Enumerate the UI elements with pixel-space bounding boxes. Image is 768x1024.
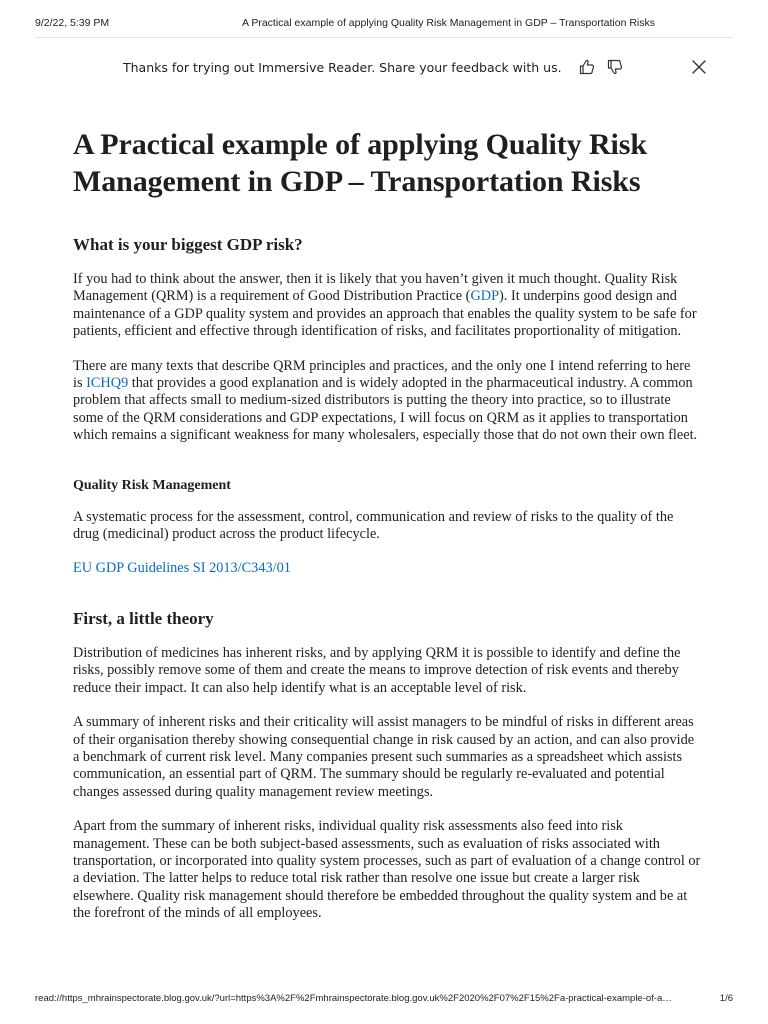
- eu-gdp-guidelines-link[interactable]: EU GDP Guidelines SI 2013/C343/01: [73, 560, 291, 577]
- paragraph-qrm-intro: [73, 271, 703, 341]
- feedback-bar: [123, 57, 626, 77]
- paragraph-theory-2: A summary of inherent risks and their criticality will assist managers to be mindful of risks in different areas of their organisation thereby showing consequential change in risk caused by an action, and can also provide a benchmark of current risk level. Many companies present such summaries as a spreadsheet which assists communication, an essential part of QRM. The summary should be regularly re-evaluated and potential changes assessed during quality management review meetings.: [73, 714, 695, 800]
- paragraph-text: There are many texts that describe QRM principles and practices, and the only one I intend referring to here is: [73, 357, 691, 392]
- paragraph-text: If you had to think about the answer, then it is likely that you haven’t given it much thought. Quality Risk Management (QRM) is a requirement of Good Distribution Practice (: [73, 271, 678, 305]
- section-heading-theory: First, a little theory: [73, 608, 214, 628]
- header-divider: [35, 37, 733, 38]
- paragraph-ichq9: [73, 358, 703, 445]
- article-title: A Practical example of applying Quality Risk Management in GDP – Transportation Risks: [73, 128, 647, 198]
- print-url: read://https_mhrainspectorate.blog.gov.uk/?url=https%3A%2F%2Fmhrainspectorate.blog.gov.uk%2F2020%2F07%2F15%2Fa-practical-example-of-a…: [35, 993, 672, 1004]
- section-heading-biggest-risk: What is your biggest GDP risk?: [73, 235, 303, 254]
- qrm-definition-heading: Quality Risk Management: [73, 477, 231, 493]
- print-footer: [35, 993, 733, 1007]
- paragraph-text: that provides a good explanation and is widely adopted in the pharmaceutical industry. A common problem that affects small to medium-sized distributors is putting the theory into practice, so to illustrate some of the QRM considerations and GDP expectations, I will focus on QRM as it applies to transportation which remains a significant weakness for many wholesalers, especially those that do not own their own fleet.: [73, 375, 698, 444]
- close-icon[interactable]: [688, 56, 710, 78]
- gdp-link[interactable]: GDP: [470, 288, 500, 305]
- feedback-message: Thanks for trying out Immersive Reader. Share your feedback with us.: [123, 59, 562, 75]
- paragraph-theory-3: Apart from the summary of inherent risks, individual quality risk assessments also feed into risk management. These can be both subject-based assessments, such as evaluation of risks associated with transportation, or incorporated into quality system processes, such as part of evaluation of a change control or a deviation. The latter helps to reduce total risk rather than resolve one issue but create a larger risk elsewhere. Quality risk management should therefore be embedded throughout the quality system and be at the forefront of the minds of all employees.: [73, 818, 701, 922]
- paragraph-theory-1: Distribution of medicines has inherent risks, and by applying QRM it is possible to identify and define the risks, possibly remove some of them and create the means to improve detection of risk events and thereby reduce their impact. It can also help identify what is an acceptable level of risk.: [73, 644, 681, 696]
- print-datetime: 9/2/22, 5:39 PM: [35, 17, 110, 29]
- paragraph-text: ). It underpins good design and maintenance of a GDP quality system and provides an approach that enables the quality system to be safe for patients, efficient and effective through identification of risks, and facilitates proportionality of mitigation.: [73, 288, 697, 340]
- print-header: [35, 17, 733, 31]
- page-number: 1/6: [719, 993, 733, 1004]
- qrm-definition-text: A systematic process for the assessment, control, communication and review of risks to the quality of the drug (medicinal) product across the product lifecycle.: [73, 508, 674, 543]
- thumbs-up-icon[interactable]: [576, 57, 598, 77]
- article: [73, 126, 703, 940]
- thumbs-down-icon[interactable]: [604, 57, 626, 77]
- print-doc-title: A Practical example of applying Quality Risk Management in GDP – Transportation Risks: [242, 17, 655, 29]
- ichq9-link[interactable]: ICHQ9: [86, 375, 129, 392]
